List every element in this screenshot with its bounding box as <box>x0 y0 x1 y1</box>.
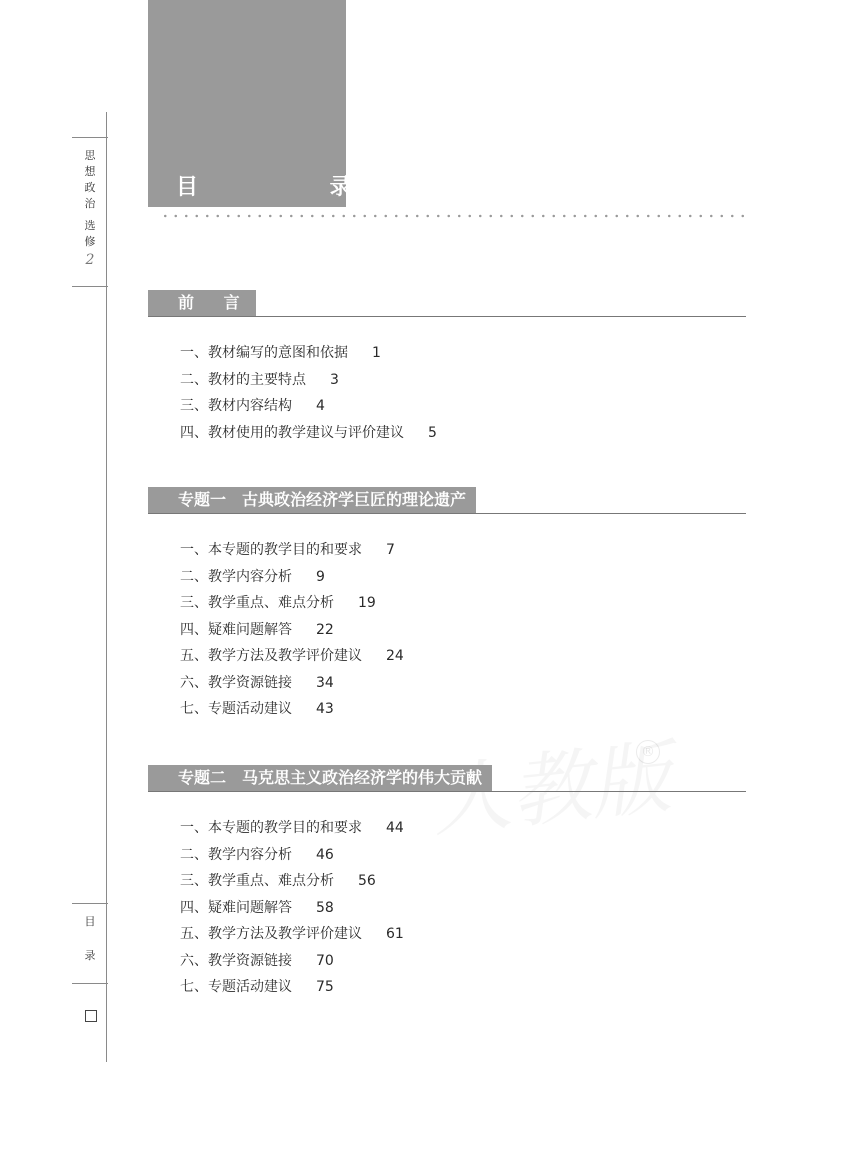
page-number-box <box>85 1010 97 1022</box>
toc-entry-page: 5 <box>428 424 437 441</box>
toc-entry-page: 43 <box>316 701 334 717</box>
section-preface <box>148 290 746 317</box>
running-head-char: 选 <box>84 219 96 232</box>
toc-entry-label: 四、疑难问题解答 <box>180 899 292 916</box>
toc-entry-page: 34 <box>316 674 334 691</box>
toc-entry[interactable] <box>180 643 404 670</box>
toc-entry-page: 22 <box>316 621 334 638</box>
toc-entry[interactable] <box>180 974 404 1001</box>
toc-entry-label: 一、本专题的教学目的和要求 <box>180 542 362 558</box>
toc-entry-label: 二、教学内容分析 <box>180 846 292 863</box>
toc-entry-page: 44 <box>386 820 404 836</box>
page-title: 目 录 <box>176 175 414 200</box>
section-header-bar <box>148 487 746 514</box>
toc-entry-label: 一、教材编写的意图和依据 <box>180 345 348 361</box>
margin-divider-mulu-top <box>72 903 108 904</box>
toc-entry-page: 9 <box>316 568 325 585</box>
toc-entry-label: 二、教学内容分析 <box>180 568 292 585</box>
toc-entry[interactable] <box>180 895 404 922</box>
toc-entry-label: 六、教学资源链接 <box>180 952 292 969</box>
running-head-char: 修 <box>84 235 96 248</box>
registered-mark: ® <box>636 740 660 764</box>
toc-entry[interactable] <box>180 868 404 895</box>
toc-entry[interactable] <box>180 921 404 948</box>
margin-divider-mulu-bottom <box>72 983 108 984</box>
running-head-section <box>80 914 100 982</box>
toc-list-topic-2 <box>180 815 404 1001</box>
toc-entry[interactable] <box>180 590 404 617</box>
margin-divider-subject <box>72 286 108 287</box>
section-header-bar <box>148 765 746 792</box>
toc-entry[interactable] <box>180 696 404 723</box>
running-head-char: 录 <box>84 949 96 962</box>
toc-entry-page: 46 <box>316 846 334 863</box>
toc-entry-label: 三、教材内容结构 <box>180 398 292 414</box>
margin-rule <box>106 112 107 1062</box>
toc-entry-page: 70 <box>316 952 334 969</box>
toc-entry[interactable] <box>180 670 404 697</box>
running-head-subject <box>80 148 100 268</box>
toc-entry[interactable] <box>180 815 404 842</box>
toc-entry-label: 七、专题活动建议 <box>180 701 292 717</box>
toc-entry-label: 四、疑难问题解答 <box>180 621 292 638</box>
toc-entry-label: 五、教学方法及教学评价建议 <box>180 926 362 942</box>
running-head-char: 想 <box>84 165 96 178</box>
toc-entry[interactable] <box>180 537 404 564</box>
toc-entry[interactable] <box>180 948 404 975</box>
toc-entry-page: 58 <box>316 899 334 916</box>
toc-entry-label: 七、专题活动建议 <box>180 979 292 995</box>
toc-entry-page: 24 <box>386 648 404 664</box>
toc-entry[interactable] <box>180 340 437 367</box>
section-title: 专题二 马克思主义政治经济学的伟大贡献 <box>148 765 492 791</box>
toc-entry-page: 56 <box>358 873 376 889</box>
toc-entry-label: 三、教学重点、难点分析 <box>180 595 334 611</box>
toc-entry[interactable] <box>180 420 437 447</box>
section-title: 前 言 <box>148 290 256 316</box>
toc-entry-label: 二、教材的主要特点 <box>180 371 306 388</box>
running-head-char: 治 <box>84 197 96 210</box>
toc-entry[interactable] <box>180 564 404 591</box>
toc-entry-label: 四、教材使用的教学建议与评价建议 <box>180 424 404 441</box>
dotted-divider <box>160 214 746 218</box>
toc-entry-page: 1 <box>372 345 381 361</box>
toc-entry[interactable] <box>180 617 404 644</box>
toc-entry-page: 75 <box>316 979 334 995</box>
running-head-char: 思 <box>84 149 96 162</box>
toc-entry-label: 三、教学重点、难点分析 <box>180 873 334 889</box>
section-topic-1 <box>148 487 746 514</box>
toc-entry-page: 3 <box>330 371 339 388</box>
toc-entry-page: 7 <box>386 542 395 558</box>
toc-list-preface <box>180 340 437 446</box>
toc-entry[interactable] <box>180 842 404 869</box>
running-head-char: 政 <box>84 181 96 194</box>
toc-entry-page: 61 <box>386 926 404 942</box>
toc-entry-label: 五、教学方法及教学评价建议 <box>180 648 362 664</box>
toc-entry-label: 一、本专题的教学目的和要求 <box>180 820 362 836</box>
toc-entry[interactable] <box>180 367 437 394</box>
running-head-char: 目 <box>84 915 96 928</box>
toc-entry[interactable] <box>180 393 437 420</box>
toc-list-topic-1 <box>180 537 404 723</box>
running-head-volume: 2 <box>85 252 95 268</box>
section-topic-2 <box>148 765 746 792</box>
section-title: 专题一 古典政治经济学巨匠的理论遗产 <box>148 487 476 513</box>
toc-entry-page: 19 <box>358 595 376 611</box>
toc-entry-page: 4 <box>316 398 325 414</box>
section-header-bar <box>148 290 746 317</box>
toc-entry-label: 六、教学资源链接 <box>180 674 292 691</box>
margin-divider-top <box>72 137 108 138</box>
